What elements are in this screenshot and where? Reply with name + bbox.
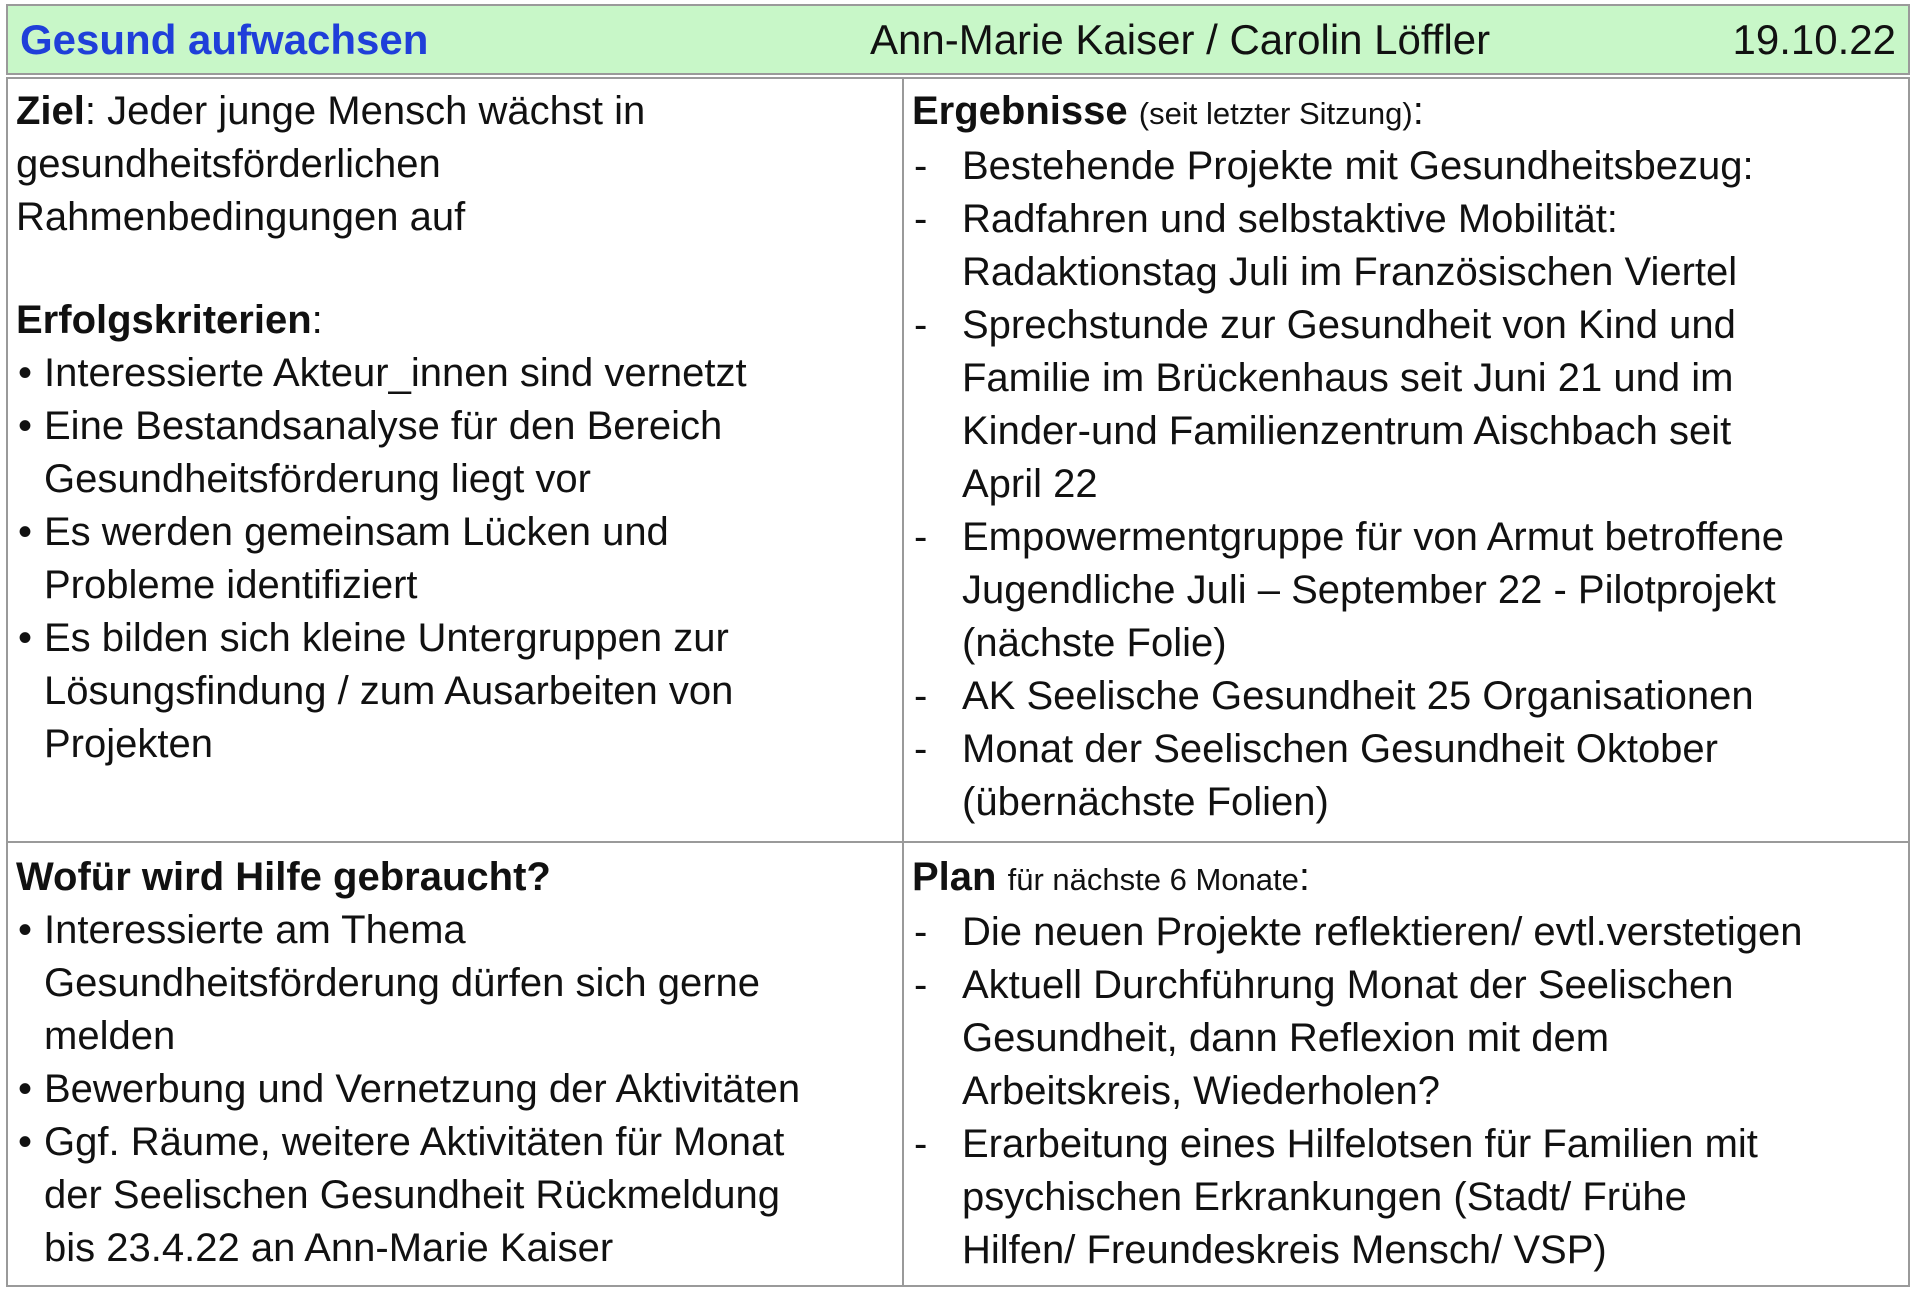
- plan-colon: :: [1298, 855, 1310, 899]
- list-item-line: Probleme identifiziert: [44, 563, 418, 607]
- list-item-line: der Seelischen Gesundheit Rückmeldung: [44, 1173, 780, 1217]
- list-item-line: - Monat der Seelischen Gesundheit Oktober: [962, 727, 1718, 771]
- list-item-line: Gesundheitsförderung liegt vor: [44, 457, 591, 501]
- list-item: [16, 506, 896, 612]
- list-item: [16, 1116, 896, 1275]
- list-item-line: • Eine Bestandsanalyse für den Bereich: [44, 404, 723, 448]
- list-item-line: Kinder-und Familienzentrum Aischbach seit: [962, 409, 1732, 453]
- list-item: [912, 299, 1902, 511]
- erfolgskriterien-label: Erfolgskriterien: [16, 298, 312, 342]
- erfolgskriterien-colon: :: [311, 298, 323, 342]
- list-item-line: - Empowermentgruppe für von Armut betroffene: [962, 515, 1784, 559]
- ziel-text: : Jeder junge Mensch wächst in: [84, 89, 646, 133]
- list-item-line: Radaktionstag Juli im Französischen Viertel: [962, 250, 1738, 294]
- ziel-line-3: Rahmenbedingungen auf: [16, 195, 466, 239]
- list-item-line: • Interessierte Akteur_innen sind vernetzt: [44, 351, 747, 395]
- list-item-line: Projekten: [44, 722, 213, 766]
- list-item-line: Arbeitskreis, Wiederholen?: [962, 1069, 1440, 1113]
- list-item: [912, 723, 1902, 829]
- page-title: Gesund aufwachsen: [20, 16, 429, 63]
- list-item-line: (übernächste Folien): [962, 780, 1329, 824]
- list-item-line: bis 23.4.22 an Ann-Marie Kaiser: [44, 1226, 614, 1270]
- list-item-line: Hilfen/ Freundeskreis Mensch/ VSP): [962, 1228, 1607, 1272]
- list-item: [912, 140, 1902, 193]
- list-item-line: - Aktuell Durchführung Monat der Seelischen: [962, 963, 1734, 1007]
- list-item-line: Gesundheit, dann Reflexion mit dem: [962, 1016, 1610, 1060]
- list-item-line: Gesundheitsförderung dürfen sich gerne: [44, 961, 761, 1005]
- list-item: [16, 400, 896, 506]
- plan-list: [912, 906, 1902, 1277]
- ergebnisse-list: [912, 140, 1902, 829]
- list-item: [912, 1118, 1902, 1277]
- header-bar: [6, 4, 1910, 75]
- list-item: [912, 906, 1902, 959]
- ergebnisse-colon: :: [1412, 89, 1424, 133]
- list-item-line: • Bewerbung und Vernetzung der Aktivitäten: [44, 1067, 801, 1111]
- list-item: [912, 193, 1902, 299]
- ziel-line-2: gesundheitsförderlichen: [16, 142, 441, 186]
- ziel-line-1: [16, 85, 896, 138]
- list-item: [912, 670, 1902, 723]
- list-item-line: • Es werden gemeinsam Lücken und: [44, 510, 669, 554]
- ergebnisse-sub: (seit letzter Sitzung): [1138, 96, 1413, 131]
- hilfe-heading: Wofür wird Hilfe gebraucht?: [16, 855, 551, 899]
- list-item-line: April 22: [962, 462, 1098, 506]
- list-item-line: - AK Seelische Gesundheit 25 Organisationen: [962, 674, 1754, 718]
- list-item-line: (nächste Folie): [962, 621, 1227, 665]
- hilfe-section: [16, 851, 896, 1275]
- list-item: [912, 959, 1902, 1118]
- list-item: [16, 612, 896, 771]
- plan-section: [912, 851, 1902, 1277]
- list-item-line: Lösungsfindung / zum Ausarbeiten von: [44, 669, 734, 713]
- plan-label: Plan: [912, 855, 997, 899]
- list-item-line: • Es bilden sich kleine Untergruppen zur: [44, 616, 729, 660]
- list-item: [16, 1063, 896, 1116]
- list-item: [16, 904, 896, 1063]
- ergebnisse-label: Ergebnisse: [912, 89, 1128, 133]
- ergebnisse-heading: [912, 85, 1902, 140]
- list-item-line: - Radfahren und selbstaktive Mobilität:: [962, 197, 1618, 241]
- erfolgskriterien-list: [16, 347, 896, 771]
- ziel-label: Ziel: [16, 89, 85, 133]
- spacer: [16, 244, 896, 294]
- list-item-line: melden: [44, 1014, 176, 1058]
- date: 19.10.22: [1732, 16, 1896, 63]
- content-grid: [6, 77, 1910, 1287]
- list-item: [16, 347, 896, 400]
- plan-heading: [912, 851, 1902, 906]
- horizontal-divider: [8, 841, 1908, 843]
- list-item-line: • Interessierte am Thema: [44, 908, 466, 952]
- vertical-divider: [902, 79, 904, 1285]
- erfolgskriterien-heading: [16, 294, 896, 347]
- plan-sub: für nächste 6 Monate: [1007, 862, 1299, 897]
- list-item-line: - Bestehende Projekte mit Gesundheitsbezug:: [962, 144, 1754, 188]
- list-item-line: Familie im Brückenhaus seit Juni 21 und im: [962, 356, 1734, 400]
- list-item-line: Jugendliche Juli – September 22 - Pilotprojekt: [962, 568, 1776, 612]
- list-item-line: psychischen Erkrankungen (Stadt/ Frühe: [962, 1175, 1687, 1219]
- ergebnisse-section: [912, 85, 1902, 829]
- list-item-line: - Erarbeitung eines Hilfelotsen für Familien mit: [962, 1122, 1758, 1166]
- list-item-line: - Die neuen Projekte reflektieren/ evtl.verstetigen: [962, 910, 1803, 954]
- list-item: [912, 511, 1902, 670]
- authors: Ann-Marie Kaiser / Carolin Löffler: [870, 16, 1491, 63]
- ziel-section: [16, 85, 896, 771]
- hilfe-list: [16, 904, 896, 1275]
- list-item-line: • Ggf. Räume, weitere Aktivitäten für Monat: [44, 1120, 785, 1164]
- list-item-line: - Sprechstunde zur Gesundheit von Kind und: [962, 303, 1736, 347]
